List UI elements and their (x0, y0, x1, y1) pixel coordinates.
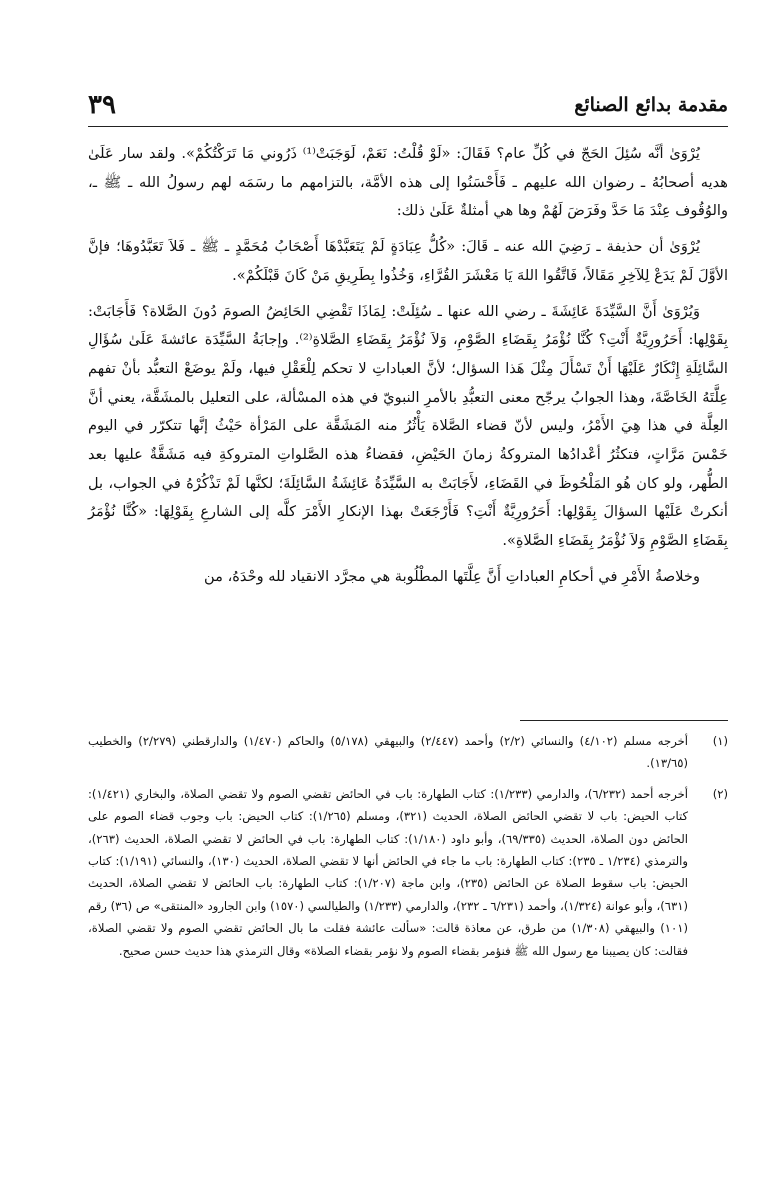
footnote (88, 730, 728, 775)
paragraph: يُرْوَىٰ أنَّه سُئِلَ الحَجّ في كُلِّ عام؟ فَقَالَ: «لَوْ قُلْتُ: نَعَمْ، لَوَجَبَتْ⁽¹⁾ ذَرُوني مَا تَرَكْتُكُمْ». ولقد سار عَلَىٰ هديه أصحابُهُ ـ رضوان الله عليهم ـ فَأَحْسَنُوا إلى هذه الأمَّة، بالتزامهم ما رسَمَه لهم رسولُ الله ـ ﷺ ـ، والوُقُوف عِنْدَ مَا حَدَّ وفَرَضَ لَهُمْ وها هي أمثلةٌ عَلَىٰ ذلك: (88, 145, 728, 220)
paragraph: وخلاصةُ الأَمْرِ في أحكامِ العباداتِ أَنَّ عِلَّتَها المطْلُوبة هي مجرَّد الانقياد لله وحْدَهُ، من (204, 567, 700, 585)
footnote-number: (١) (712, 734, 728, 748)
page-header (88, 86, 728, 127)
footnotes (88, 730, 728, 970)
paragraph: وَيُرْوَىٰ أَنَّ السَّيِّدَةَ عَائِشَةَ ـ رضي الله عنها ـ سُئِلَتْ: لِمَاذَا تَقْضِي الحَائِضُ الصومَ دُونَ الصَّلاة؟ فَأَجَابَتْ: بِقَوْلِها: أَحَرُورِيَّةٌ أَنْتِ؟ كُنَّا نُؤْمَرُ بِقَضَاءِ الصَّوْمِ، وَلاَ نُؤْمَرُ بِقَضَاءِ الصَّلاةِ⁽²⁾. وإجابَةُ السَّيِّدَة عائشةَ عَلَىٰ سُؤَالِ السَّائِلَةِ إِنْكَارٌ عَلَيْهَا أَنْ تَسْأَلَ مِثْلَ هَذا السؤال؛ لأنَّ العباداتِ لا تحكم لِلْعَقْلِ فيها، ولَمْ يوضَعْ التعبُّد بأنْ تفهم عِلَّتَهُ الخَاصَّةَ، وهذا الجوابُ يرجّح معنى التعبُّدِ بالأمرِ النبويّ في هذه المسْألة، على التعليل بالمشَقَّة، يعني أنَّ العِلَّة في هذا هِيَ الأَمْرُ، وليس لأنّ قضاء الصَّلاة يَأْثُرُ منه المَشَقَّة على المَرْأة حَيْثُ إنَّها تتكرّر في اليوم خَمْسَ مَرَّاتٍ، فتكثُرُ أعْدادُها المتروكةُ زمانَ الحَيْضِ، فقضاءُ هذه الصَّلواتِ المتروكةِ فيه مَشَقَّةٌ عليها بعد الطُّهر، ولو كان هُو المَلْحُوظَ في القَضَاءِ، لأَجَابَتْ به السَّيِّدَةُ عَائِشَةُ السَّائِلَةَ؛ لكنَّها لَمْ تَذْكُرْهُ في الجواب، بل أنكرتْ عَلَيْها السؤالَ بِقَوْلِها: أَحَرُورِيَّةٌ أَنْتِ؟ فَأَرْجَعَتْ بهذا الإنكارِ الأَمْرَ كلَّه إلى الشارعِ بِقَوْلِهَا: «كُنَّا نُؤْمَرُ بِقَضَاءِ الصَّوْمِ وَلاَ نُؤْمَرُ بِقَضَاءِ الصَّلاةِ». (88, 302, 728, 550)
footnote-text: أخرجه أحمد (٦/٢٣٢)، والدارمي (١/٢٣٣): كتاب الطهارة: باب في الحائض تقضي الصوم ولا تقضي الصلاة، والبخاري (١/٤٢١): كتاب الحيض: باب لا تقضي الحائض الصلاة، الحديث (٣٢١)، ومسلم (١/٢٦٥): كتاب الحيض: باب وجوب قضاء الصوم على الحائض دون الصلاة، الحديث (٦٩/٣٣٥)، وأبو داود (١/١٨٠): كتاب الطهارة: باب في الحائض لا تقضي الصلاة، الحديث (٢٦٣)، والترمذي (١/٢٣٤ ـ ٢٣٥): كتاب الطهارة: باب ما جاء في الحائض أنها لا تقضي الصلاة، الحديث (١٣٠)، والنسائي (١/١٩١): كتاب الحيض: باب سقوط الصلاة عن الحائض (٢٣٥)، وابن ماجة (١/٢٠٧): كتاب الطهارة: باب الحائض لا تقضي الصلاة، الحديث (٦٣١)، وأبو عوانة (١/٣٢٤)، وأحمد (٦/٢٣١ ـ ٢٣٢)، والدارمي (١/٢٣٣) والطيالسي (١٥٧٠) وابن الجارود «المنتقى» ص (٣٦) رقم (١٠١) والبيهقي (١/٣٠٨) من طرق، عن معاذة قالت: «سألت عائشة فقلت ما بال الحائض تقضي الصوم ولا تقضي الصلاة، فقالت: كان يصيبنا مع رسول الله ﷺ فنؤمر بقضاء الصوم ولا نؤمر بقضاء الصلاة» وقال الترمذي هذا حديث حسن صحيح. (88, 786, 689, 958)
footnote-number: (٢) (712, 786, 728, 801)
paragraph: يُرْوَىٰ أن حذيفة ـ رَضِيَ الله عنه ـ قَالَ: «كُلُّ عِبَادَةٍ لَمْ يَتَعَبَّدْهَا أَصْحَابُ مُحَمَّدٍ ـ ﷺ ـ فَلاَ تَعَبَّدُوهَا؛ فإنَّ الأوَّلَ لَمْ يَدَعْ لِلآخِرِ مَقَالاً، فَاتَّقُوا اللهَ يَا مَعْشَرَ القُرَّاءِ، وَخُذُوا بِطَرِيقِ مَنْ كَانَ قَبْلَكُمْ». (88, 238, 728, 284)
page-number: ٣٩ (88, 90, 116, 120)
footnote-text: أخرجه مسلم (٤/١٠٢) والنسائي (٢/٢) وأحمد (٢/٤٤٧) والبيهقي (٥/١٧٨) والحاكم (١/٤٧٠) والدارقطني (٢/٢٧٩) والخطيب (١٣/٦٥). (88, 734, 688, 771)
footnote (88, 783, 728, 962)
main-text (88, 140, 728, 592)
running-title: مقدمة بدائع الصنائع (574, 94, 728, 116)
footnote-separator (520, 720, 728, 721)
